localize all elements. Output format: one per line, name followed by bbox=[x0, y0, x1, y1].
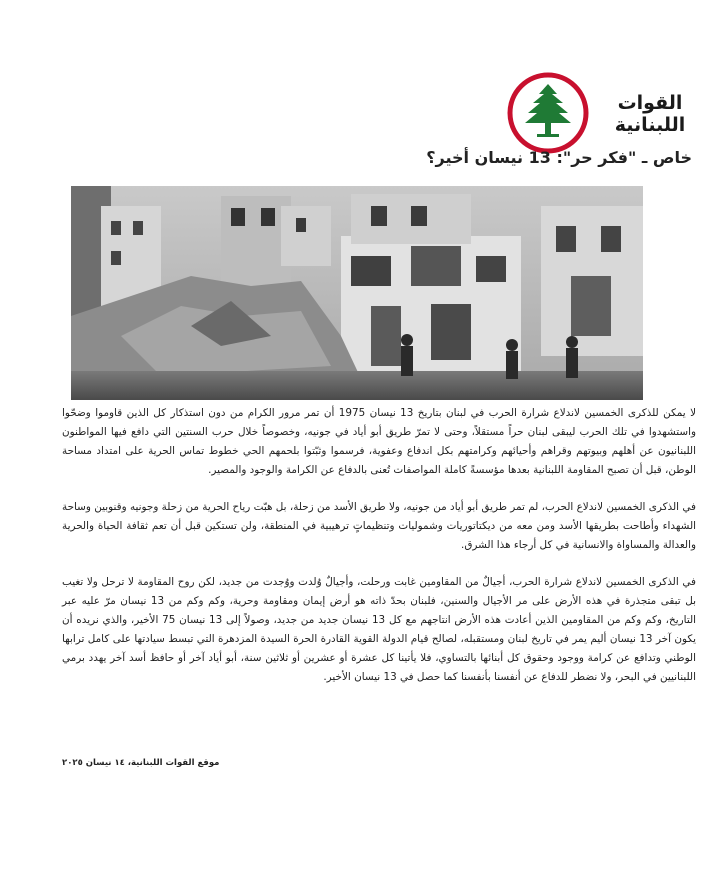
article-headline: خاص ـ "فكر حر": 13 نيسان أخير؟ bbox=[426, 148, 692, 167]
brand-logo bbox=[507, 72, 589, 154]
cedar-tree-icon bbox=[507, 72, 589, 154]
article-body bbox=[62, 404, 696, 705]
article-paragraph-2: في الذكرى الخمسين لاندلاع الحرب، لم تمر طريق أبو أياد من جونيه، ولا طريق الأسد من زحلة، بل هبّت رياح الحرية من زحلة وجونيه وقنوبين وساحة الشهداء وأطاحت بطريقها الأسد ومن معه من ديكتاتوريات وشموليات وتنظيماتٍ ترهيبية في المنطقة، ولن تستكين قبل أن تعم ثقافة الحياة والحرية والعدالة والمساواة والانسانية في كل أرجاء هذا الشرق. bbox=[62, 501, 696, 551]
brand-name: القوات اللبنانية bbox=[614, 92, 686, 136]
war-ruins-photo bbox=[71, 186, 643, 400]
source-footer: موقع القوات اللبنانية، ١٤ نيسان ٢٠٢٥ bbox=[62, 758, 220, 768]
article-paragraph-1: لا يمكن للذكرى الخمسين لاندلاع شرارة الحرب في لبنان بتاريخ 13 نيسان 1975 أن تمر مرور الكرام من دون استذكار كل الذين قاوموا وضحّوا واستشهدوا في تلك الحرب ليبقى لبنان حراً مستقلاً، وحتى لا تمرّ طريق أبو أياد في جونيه، وخصوصاً خلال حرب السنتين التي دافع فيها المواطنون اللبنانيون عن أهلهم وبيوتهم وقراهم وأحيائهم وكرامتهم بكل اندفاع وعفوية، فرسموا وثبّتوا بلحمهم الحي خطوط تماس الحرية على امتداد مساحة الوطن، قبل أن تصبح المقاومة اللبنانية بعدها مؤسسةً كاملة المواصفات تُعنى بالدفاع عن الكرامة والوجود والمصير. bbox=[62, 407, 697, 476]
article-paragraph-3: في الذكرى الخمسين لاندلاع شرارة الحرب، أجيالٌ من المقاومين غابت ورحلت، وأجيالٌ وُلدت ووُجدت من جديد، لكن روح المقاومة لا ترحل ولا تغيب بل تبقى متجذرة في هذه الأرض على مر الأجيال والسنين، فلبنان بحدّ ذاته هو أرض إيمان ومقاومة وحرية، وكم وكم من 13 نيسان مرّ عليه عبر التاريخ، وكم وكم من المقاومين الذين أعادت هذه الأرض انتاجهم مع كل 13 نيسان جديد من جديد، وصولاً إلى 13 نيسان 75 الأخير، والذي نريده أن يكون آخر 13 نيسان أليم يمر في تاريخ لبنان ومستقبله، لصالح قيام الدولة القوية القادرة الحرة السيدة المزدهرة التي تبسط سيادتها على كامل ترابها الوطني وتدافع عن كرامة ووجود وحقوق كل أبنائها بالتساوي، فلا يأتينا كل عشرة أو عشرين أو ثلاثين سنة، أبو أياد آخر أو حافظ أسد آخر يهدد برمي اللبنانيين في البحر، ولا نضطر للدفاع عن أنفسنا بأنفسنا كما حصل في 13 نيسان الأخير. bbox=[62, 576, 697, 683]
